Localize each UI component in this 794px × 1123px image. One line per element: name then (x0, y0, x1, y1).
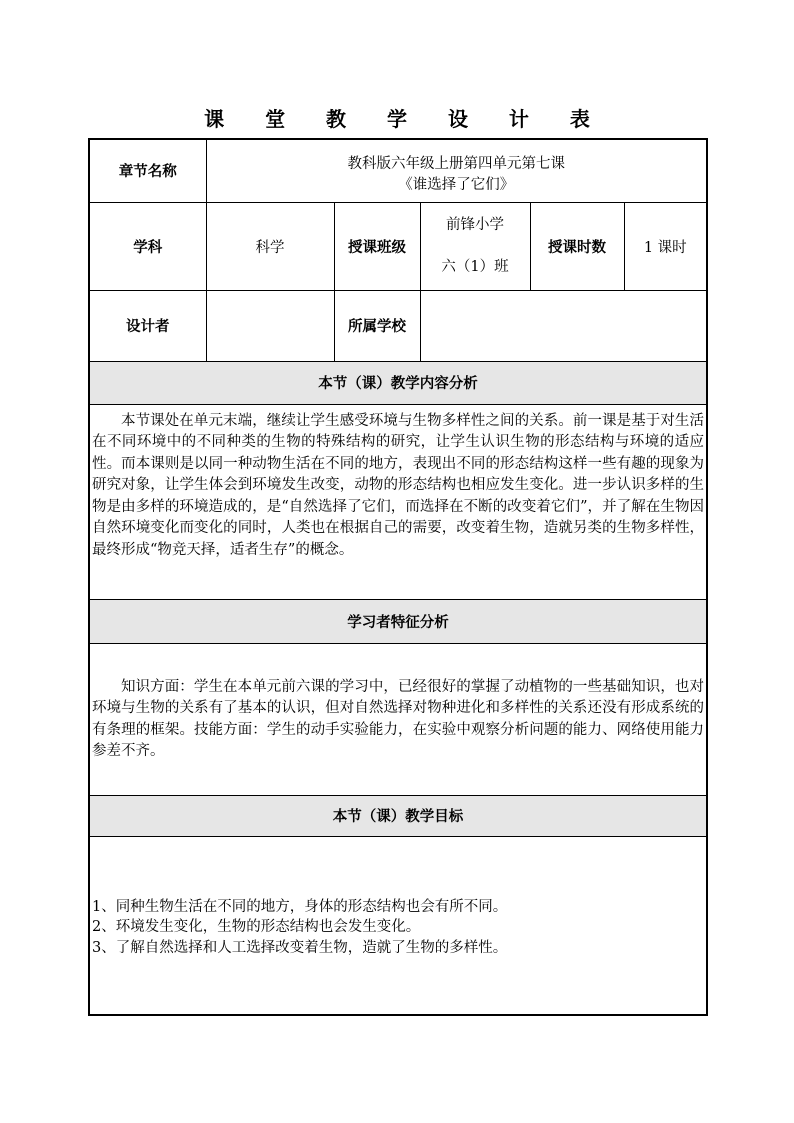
objective-item: 3、了解自然选择和人工选择改变着生物，造就了生物的多样性。 (92, 939, 508, 956)
class-line-2: 六（1）班 (441, 259, 509, 275)
subject-value: 科学 (206, 202, 334, 290)
content-analysis-heading: 本节（课）教学内容分析 (89, 361, 707, 404)
learner-analysis-heading: 学习者特征分析 (89, 599, 707, 643)
chapter-line-2: 《谁选择了它们》 (398, 176, 515, 193)
designer-label: 设计者 (89, 290, 206, 361)
class-label: 授课班级 (334, 202, 420, 290)
designer-value (206, 290, 334, 361)
objectives-heading: 本节（课）教学目标 (89, 795, 707, 836)
lesson-design-table (88, 138, 708, 1016)
chapter-label: 章节名称 (89, 139, 206, 202)
subject-label: 学科 (89, 202, 206, 290)
hours-value: 1 课时 (624, 202, 707, 290)
content-analysis-text: 本节课处在单元末端，继续让学生感受环境与生物多样性之间的关系。前一课是基于对生活在不同环境中的不同种类的生物的特殊结构的研究，让学生认识生物的形态结构与环境的适应性。而本课则是以同一种动物生活在不同的地方，表现出不同的形态结构这样一些有趣的现象为研究对象，让学生体会到环境发生改变，动物的形态结构也相应发生变化。进一步认识多样的生物是由多样的环境造成的，是“自然选择了它们，而选择在不断的改变着它们”，并了解在生物因自然环境变化而变化的同时，人类也在根据自己的需要，改变着生物，造就另类的生物多样性，最终形成“物竞天择，适者生存”的概念。 (89, 404, 707, 599)
objective-item: 1、同种生物生活在不同的地方，身体的形态结构也会有所不同。 (92, 898, 508, 915)
school-value (420, 290, 707, 361)
learner-analysis-text: 知识方面：学生在本单元前六课的学习中，已经很好的掌握了动植物的一些基础知识，也对环境与生物的关系有了基本的认识，但对自然选择对物种进化和多样性的关系还没有形成系统的有条理的框架。技能方面：学生的动手实验能力，在实验中观察分析问题的能力、网络使用能力参差不齐。 (89, 643, 707, 795)
class-value (420, 202, 530, 290)
class-line-1: 前锋小学 (446, 217, 504, 233)
chapter-value (206, 139, 707, 202)
hours-label: 授课时数 (530, 202, 624, 290)
chapter-line-1: 教科版六年级上册第四单元第七课 (347, 155, 565, 172)
objectives-list (89, 836, 707, 1015)
objective-item: 2、环境发生变化，生物的形态结构也会发生变化。 (92, 919, 421, 935)
school-label: 所属学校 (334, 290, 420, 361)
document-title: 课 堂 教 学 设 计 表 (204, 107, 607, 131)
